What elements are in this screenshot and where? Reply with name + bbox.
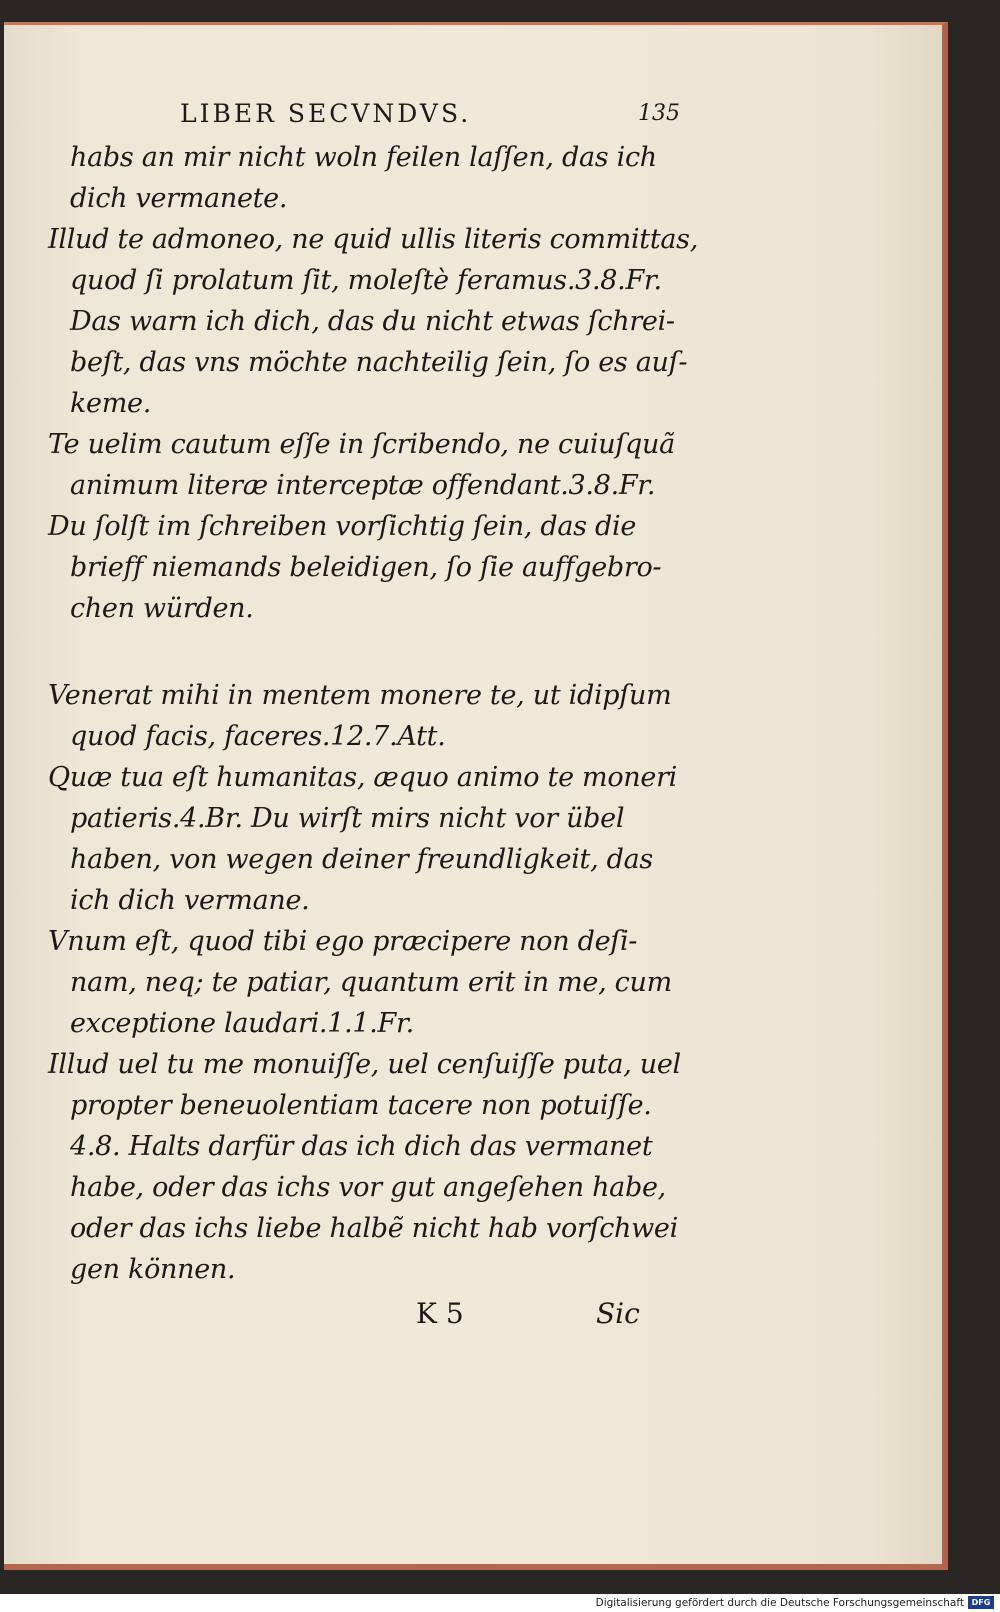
text-line: dich vermanete. <box>70 183 288 214</box>
attribution-text: Digitalisierung gefördert durch die Deutsche Forschungsgemeinschaft <box>595 1597 964 1609</box>
text-line: patieris.4.Br. Du wirſt mirs nicht vor übel <box>70 803 625 834</box>
text-line: Vnum eſt, quod tibi ego præcipere non deſi- <box>48 926 638 957</box>
paragraph <box>48 757 708 921</box>
text-line: beſt, das vns möchte nachteilig ſein, ſo es auſ- <box>70 347 688 378</box>
text-line: ich dich vermane. <box>70 885 310 916</box>
paragraph <box>48 1044 708 1290</box>
text-line: animum literæ interceptæ offendant.3.8.Fr. <box>70 470 656 501</box>
dfg-logo-icon: DFG <box>968 1596 994 1609</box>
text-line: propter beneuolentiam tacere non potuiſſe. <box>70 1090 652 1121</box>
text-line: Illud uel tu me monuiſſe, uel cenſuiſſe puta, uel <box>48 1049 681 1080</box>
text-line: Illud te admoneo, ne quid ullis literis committas, <box>48 224 699 255</box>
text-line: quod ſi prolatum ſit, moleſtè feramus.3.8.Fr. <box>70 265 662 296</box>
text-line: keme. <box>70 388 152 419</box>
text-line: Du ſolſt im ſchreiben vorſichtig ſein, das die <box>48 511 636 542</box>
paragraph <box>48 424 708 506</box>
text-line: brieff niemands beleidigen, ſo ſie auffgebro- <box>70 552 662 583</box>
text-line: nam, neq; te patiar, quantum erit in me, cum <box>70 967 672 998</box>
running-title: LIBER SECVNDVS. <box>180 99 472 128</box>
paragraph <box>48 921 708 1044</box>
text-line: chen würden. <box>70 593 254 624</box>
page-number: 135 <box>638 101 680 126</box>
paragraph <box>48 675 708 757</box>
paragraph <box>48 506 708 629</box>
text-line: habe, oder das ichs vor gut angeſehen habe, <box>70 1172 666 1203</box>
text-line: gen können. <box>70 1254 236 1285</box>
book-page <box>4 22 948 1570</box>
text-line: habs an mir nicht woln feilen laſſen, das ich <box>70 142 657 173</box>
text-line: 4.8. Halts darfür das ich dich das vermanet <box>70 1131 653 1162</box>
text-line: exceptione laudari.1.1.Fr. <box>70 1008 414 1039</box>
text-line: Venerat mihi in mentem monere te, ut idipſum <box>48 680 672 711</box>
catchword: Sic <box>596 1297 640 1330</box>
attribution-bar <box>0 1594 1000 1612</box>
text-line: haben, von wegen deiner freundligkeit, das <box>70 844 653 875</box>
paragraph <box>48 137 708 219</box>
text-line: Te uelim cautum eſſe in ſcribendo, ne cuiuſquã <box>48 429 675 460</box>
text-line: oder das ichs liebe halbẽ nicht hab vorſchwei <box>70 1213 678 1244</box>
text-line: quod facis, faceres.12.7.Att. <box>70 721 446 752</box>
paragraph <box>48 219 708 424</box>
signature-mark: K 5 <box>416 1297 464 1330</box>
text-line: Das warn ich dich, das du nicht etwas ſchrei- <box>70 306 675 337</box>
text-line: Quæ tua eſt humanitas, æquo animo te moneri <box>48 762 678 793</box>
